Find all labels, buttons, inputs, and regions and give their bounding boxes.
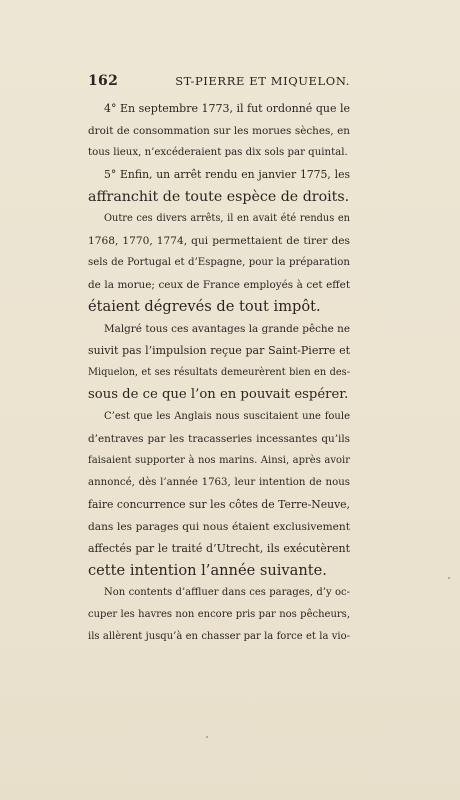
- paragraph: [88, 318, 350, 406]
- text-line: Non contents d’affluer dans ces parages, d’y oc-: [104, 587, 350, 598]
- text-line: affectés par le traité d’Utrecht, ils exécutèrent: [88, 542, 350, 555]
- text-line: de la morue; ceux de France employés à cet effet: [88, 279, 350, 291]
- body-text: [88, 98, 350, 648]
- paragraph: [88, 406, 350, 582]
- text-line: cette intention l’année suivante.: [88, 562, 327, 579]
- text-line: C’est que les Anglais nous suscitaient une foule: [104, 411, 350, 422]
- text-line: étaient dégrevés de tout impôt.: [88, 298, 321, 315]
- text-line: annoncé, dès l’année 1763, leur intention de nous: [88, 477, 350, 488]
- running-head: ST-PIERRE ET MIQUELON.: [175, 74, 350, 88]
- text-line: Outre ces divers arrêts, il en avait été rendus en: [104, 213, 350, 224]
- text-line: sous de ce que l’on en pouvait espérer.: [88, 387, 349, 402]
- text-line: droit de consommation sur les morues sèches, en: [88, 125, 350, 137]
- text-line: suivit pas l’impulsion reçue par Saint-Pierre et: [88, 344, 350, 357]
- text-line: tous lieux, n’excéderaient pas dix sols par quintal.: [88, 147, 348, 158]
- text-line: faire concurrence sur les côtes de Terre-Neuve,: [88, 498, 350, 511]
- paragraph: [88, 582, 350, 648]
- page-header: [88, 73, 350, 91]
- text-line: d’entraves par les tracasseries incessantes qu’ils: [88, 433, 350, 445]
- text-line: dans les parages qui nous étaient exclusivement: [88, 521, 350, 533]
- text-line: 5° Enfin, un arrêt rendu en janvier 1775, les: [104, 168, 350, 181]
- paragraph: [88, 98, 350, 164]
- page-number: 162: [88, 73, 119, 89]
- paragraph: [88, 164, 350, 208]
- text-line: affranchit de toute espèce de droits.: [88, 189, 350, 205]
- text-line: Miquelon, et ses résultats demeurèrent bien en des-: [88, 367, 350, 378]
- paragraph: [88, 208, 350, 318]
- paper-speck: [206, 736, 208, 738]
- text-line: ils allèrent jusqu’à en chasser par la force et la vio-: [88, 631, 350, 642]
- text-line: Malgré tous ces avantages la grande pêche ne: [104, 323, 350, 335]
- text-line: 4° En septembre 1773, il fut ordonné que le: [104, 102, 350, 115]
- text-line: cuper les havres non encore pris par nos pêcheurs,: [88, 609, 350, 620]
- text-line: faisaient supporter à nos marins. Ainsi, après avoir: [88, 455, 350, 466]
- paper-speck: [448, 577, 450, 579]
- text-line: 1768, 1770, 1774, qui permettaient de tirer des: [88, 235, 350, 247]
- text-line: sels de Portugal et d’Espagne, pour la préparation: [88, 257, 350, 268]
